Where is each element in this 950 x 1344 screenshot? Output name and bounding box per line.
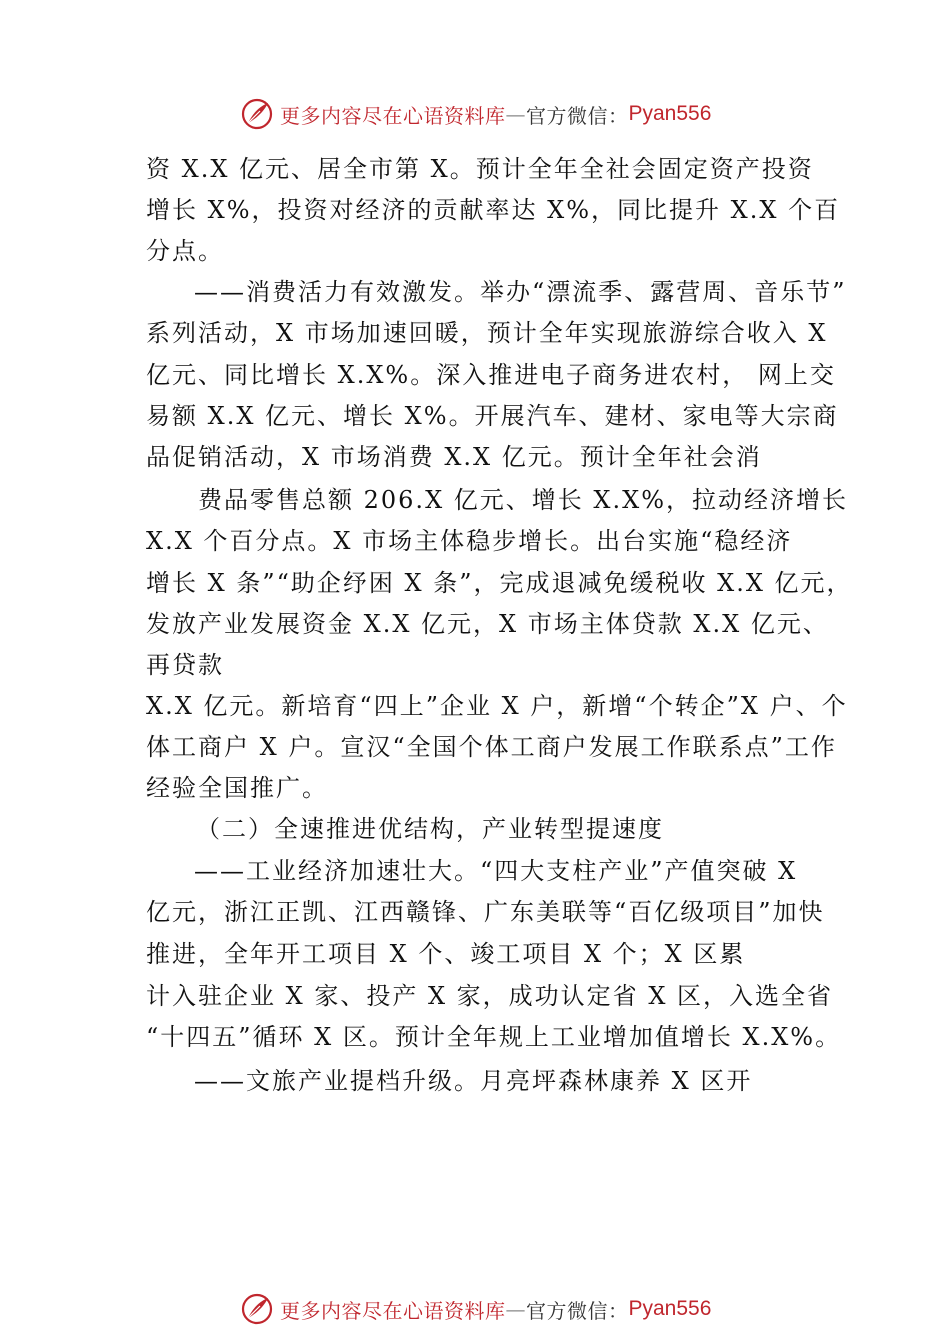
text-line: “十四五”循环 X 区。预计全年规上工业增加值增长 X.X%。 <box>146 1023 842 1051</box>
banner-label: 官方微信： <box>526 1298 629 1323</box>
text-line: X.X 亿元。新培育“四上”企业 X 户，新增“个转企”X 户、个 <box>146 692 848 720</box>
text-line: 亿元，浙江正凯、江西赣锋、广东美联等“百亿级项目”加快 <box>146 898 825 926</box>
text-line: 经验全国推广。 <box>146 774 328 802</box>
banner-separator: — <box>505 1297 526 1321</box>
text-line: 发放产业发展资金 X.X 亿元，X 市场主体贷款 X.X 亿元、 <box>146 610 829 638</box>
footer-banner <box>240 1291 760 1327</box>
text-line: 分点。 <box>146 237 224 265</box>
text-line: 系列活动，X 市场加速回暖，预计全年实现旅游综合收入 X <box>146 319 828 347</box>
header-banner <box>240 96 760 132</box>
banner-title: 更多内容尽在心语资料库 <box>280 103 506 128</box>
text-line: 增长 X 条”“助企纾困 X 条”，完成退减免缓税收 X.X 亿元， <box>146 569 853 597</box>
text-line: 体工商户 X 户。宣汉“全国个体工商户发展工作联系点”工作 <box>146 733 837 761</box>
banner-wechat-id: Pyan556 <box>628 1297 712 1320</box>
text-line: 费品零售总额 206.X 亿元、增长 X.X%，拉动经济增长 <box>198 486 849 514</box>
text-line: 易额 X.X 亿元、增长 X%。开展汽车、建材、家电等大宗商 <box>146 402 839 430</box>
text-line: 计入驻企业 X 家、投产 X 家，成功认定省 X 区，入选全省 <box>146 982 834 1010</box>
banner-separator: — <box>505 102 526 126</box>
text-line: 再贷款 <box>146 651 224 679</box>
text-line: 亿元、同比增长 X.X%。深入推进电子商务进农村， 网上交 <box>146 361 836 389</box>
text-line: X.X 个百分点。X 市场主体稳步增长。出台实施“稳经济 <box>146 527 793 555</box>
banner-label: 官方微信： <box>526 103 629 128</box>
feather-logo-icon <box>240 97 274 131</box>
text-line: ——文旅产业提档升级。月亮坪森林康养 X 区开 <box>194 1067 753 1095</box>
text-line: 增长 X%，投资对经济的贡献率达 X%，同比提升 X.X 个百 <box>146 196 841 224</box>
section-heading: （二）全速推进优结构，产业转型提速度 <box>196 815 664 843</box>
text-line: ——消费活力有效激发。举办“漂流季、露营周、音乐节” <box>194 278 847 306</box>
banner-title: 更多内容尽在心语资料库 <box>280 1298 506 1323</box>
text-line: 品促销活动，X 市场消费 X.X 亿元。预计全年社会消 <box>146 443 762 471</box>
text-line: 推进，全年开工项目 X 个、竣工项目 X 个；X 区累 <box>146 940 746 968</box>
text-line: ——工业经济加速壮大。“四大支柱产业”产值突破 X <box>194 857 798 885</box>
text-line: 资 X.X 亿元、居全市第 X。预计全年全社会固定资产投资 <box>146 155 814 183</box>
banner-wechat-id: Pyan556 <box>628 102 712 125</box>
feather-logo-icon <box>240 1292 274 1326</box>
